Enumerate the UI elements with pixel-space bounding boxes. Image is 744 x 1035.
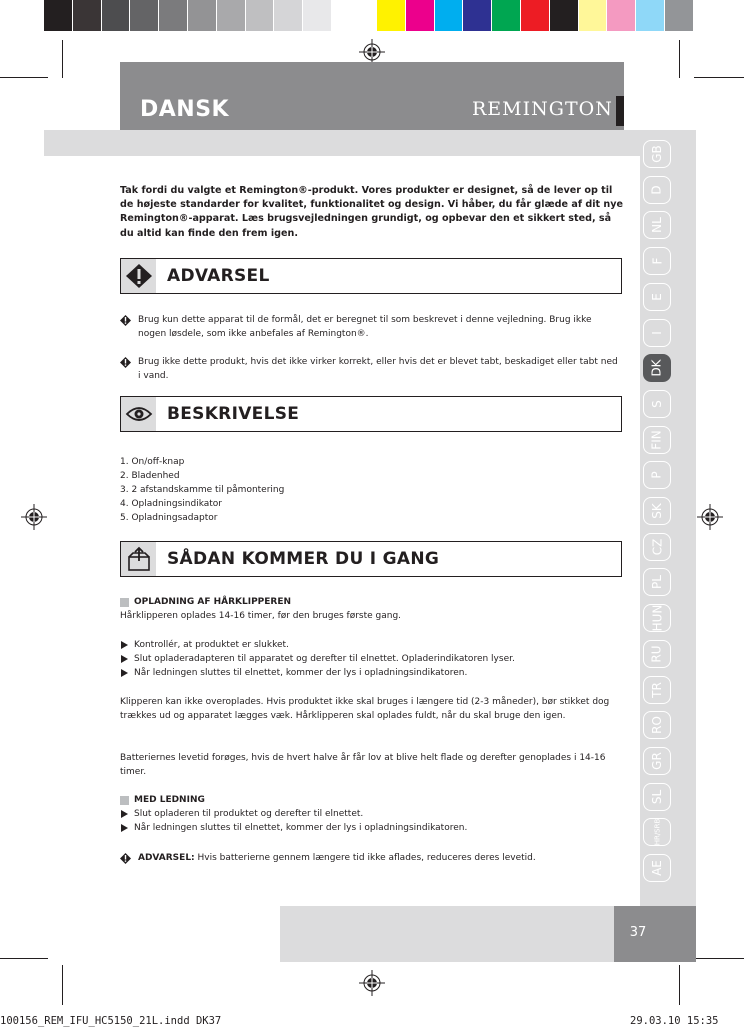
gray-swatch bbox=[332, 0, 361, 31]
language-tab-label: CZ bbox=[649, 538, 664, 555]
gray-swatch bbox=[303, 0, 332, 31]
language-tab-label: S bbox=[650, 400, 664, 408]
crop-mark bbox=[679, 965, 680, 1005]
language-tab-hun[interactable] bbox=[643, 604, 671, 632]
header-strip bbox=[44, 130, 696, 156]
warning-title: ADVARSEL bbox=[167, 266, 270, 286]
charging-step bbox=[120, 666, 622, 680]
color-swatch bbox=[550, 0, 579, 31]
gray-swatch bbox=[130, 0, 159, 31]
language-tab-hr-srb[interactable] bbox=[643, 818, 671, 846]
footer-file-info: 100156_REM_IFU_HC5150_21L.indd DK37 bbox=[0, 1015, 222, 1027]
getting-started-title: SÅDAN KOMMER DU I GANG bbox=[167, 549, 440, 569]
description-item: 3. 2 afstandskamme til påmontering bbox=[120, 485, 285, 495]
color-swatch bbox=[463, 0, 492, 31]
square-bullet-icon bbox=[120, 796, 129, 805]
gray-swatch bbox=[102, 0, 131, 31]
footer-band bbox=[280, 906, 640, 962]
language-tab-label: DK bbox=[649, 359, 664, 377]
crop-mark bbox=[679, 40, 680, 78]
description-section-header bbox=[120, 396, 622, 432]
language-tab-f[interactable] bbox=[643, 247, 671, 275]
description-item: 1. On/off-knap bbox=[120, 457, 185, 467]
crop-mark bbox=[0, 77, 48, 78]
language-tab-p[interactable] bbox=[643, 461, 671, 489]
language-tab-gr[interactable] bbox=[643, 747, 671, 775]
registration-mark-icon bbox=[697, 504, 723, 530]
battery-warning-text: Hvis batterierne gennem længere tid ikke aflades, reduceres deres levetid. bbox=[197, 853, 536, 863]
language-tab-sk[interactable] bbox=[643, 497, 671, 525]
color-swatch bbox=[665, 0, 694, 31]
color-swatch bbox=[521, 0, 550, 31]
corded-heading-text: MED LEDNING bbox=[134, 795, 205, 805]
warning-diamond-icon bbox=[120, 357, 131, 368]
language-tab-label: PL bbox=[649, 575, 664, 590]
brand-bar bbox=[616, 96, 624, 126]
language-tab-label: RO bbox=[649, 716, 664, 735]
language-tab-label: SK bbox=[650, 503, 664, 519]
crop-mark bbox=[694, 77, 744, 78]
language-tab-cz[interactable] bbox=[643, 533, 671, 561]
language-tab-label: SL bbox=[650, 789, 664, 804]
corded-step-text: Slut opladeren til produktet og derefter til elnettet. bbox=[134, 809, 364, 819]
language-tab-label: I bbox=[649, 330, 664, 335]
registration-mark-icon bbox=[359, 970, 385, 996]
square-bullet-icon bbox=[120, 598, 129, 607]
language-tab-e[interactable] bbox=[643, 283, 671, 311]
language-tab-sl[interactable] bbox=[643, 783, 671, 811]
triangle-bullet-icon bbox=[121, 655, 128, 663]
language-tab-label: GR bbox=[649, 752, 664, 770]
gray-swatch bbox=[274, 0, 303, 31]
language-tab-d[interactable] bbox=[643, 176, 671, 204]
color-swatch bbox=[377, 0, 406, 31]
description-list bbox=[120, 455, 622, 525]
warning-item-text: Brug ikke dette produkt, hvis det ikke virker korrekt, eller hvis det er blevet tabt, beskadiget eller tabt ned i vand. bbox=[138, 357, 618, 381]
language-tab-fin[interactable] bbox=[643, 426, 671, 454]
language-tab-dk[interactable] bbox=[643, 354, 671, 382]
corded-step bbox=[120, 807, 622, 821]
language-tab-label: HR/SRB bbox=[653, 818, 662, 846]
page-number: 37 bbox=[629, 925, 647, 940]
crop-mark bbox=[694, 958, 744, 959]
language-tab-label: E bbox=[650, 293, 664, 301]
language-tab-ru[interactable] bbox=[643, 640, 671, 668]
language-tab-pl[interactable] bbox=[643, 568, 671, 596]
charging-step-text: Kontrollér, at produktet er slukket. bbox=[134, 640, 289, 650]
corded-step-text: Når ledningen sluttes til elnettet, kommer der lys i opladningsindikatoren. bbox=[134, 823, 468, 833]
gray-swatch bbox=[217, 0, 246, 31]
gray-swatch bbox=[188, 0, 217, 31]
language-tab-label: F bbox=[650, 257, 664, 265]
description-item: 2. Bladenhed bbox=[120, 471, 180, 481]
box-icon bbox=[121, 542, 157, 576]
color-swatch bbox=[492, 0, 521, 31]
charging-step bbox=[120, 638, 622, 652]
eye-icon bbox=[121, 397, 157, 431]
triangle-bullet-icon bbox=[121, 669, 128, 677]
battery-paragraph: Batteriernes levetid forøges, hvis de hvert halve år får lov at blive helt flade og derefter genoplades i 14-16 timer. bbox=[120, 753, 606, 777]
registration-mark-icon bbox=[21, 504, 47, 530]
language-tab-label: P bbox=[650, 471, 664, 479]
page-header bbox=[120, 62, 624, 130]
language-tab-ae[interactable] bbox=[643, 854, 671, 882]
charging-step bbox=[120, 652, 622, 666]
language-tab-label: AE bbox=[649, 860, 664, 876]
calibration-bar-gray bbox=[44, 0, 361, 31]
corded-step bbox=[120, 821, 622, 835]
language-tab-label: HUN bbox=[650, 604, 665, 632]
charging-paragraph: Klipperen kan ikke overoplades. Hvis produktet ikke skal bruges i længere tid (2-3 måneder), bør stikket dog trækkes ud og apparatet lægges væk. Hårklipperen skal oplades fuldt, når du skal bruge den igen. bbox=[120, 697, 610, 721]
color-swatch bbox=[406, 0, 435, 31]
gray-swatch bbox=[159, 0, 188, 31]
brand-logo: REMINGTON bbox=[472, 98, 613, 120]
battery-warning bbox=[120, 851, 622, 865]
warning-item bbox=[120, 355, 622, 383]
crop-mark bbox=[62, 965, 63, 1005]
crop-mark bbox=[62, 40, 63, 78]
intro-section bbox=[120, 184, 624, 241]
warning-icon bbox=[121, 259, 157, 293]
language-tab-label: FIN bbox=[649, 429, 664, 450]
language-tab-label: GB bbox=[650, 145, 664, 163]
getting-started-section-header bbox=[120, 541, 622, 577]
calibration-bar-color bbox=[377, 0, 694, 31]
warning-item-text: Brug kun dette apparat til de formål, det er beregnet til som beskrevet i denne vejledning. Brug ikke nogen løsdele, som ikke anbefales af Remington®. bbox=[138, 315, 592, 339]
charging-heading-text: OPLADNING AF HÅRKLIPPEREN bbox=[134, 597, 292, 607]
charging-step-text: Når ledningen sluttes til elnettet, kommer der lys i opladningsindikatoren. bbox=[134, 668, 468, 678]
triangle-bullet-icon bbox=[121, 824, 128, 832]
language-tab-label: D bbox=[650, 185, 664, 195]
language-tab-ro[interactable] bbox=[643, 711, 671, 739]
language-tab-nl[interactable] bbox=[643, 211, 671, 239]
page-title: DANSK bbox=[140, 97, 230, 122]
warning-diamond-icon bbox=[120, 853, 131, 864]
triangle-bullet-icon bbox=[121, 641, 128, 649]
triangle-bullet-icon bbox=[121, 810, 128, 818]
language-tab-tr[interactable] bbox=[643, 676, 671, 704]
color-swatch bbox=[607, 0, 636, 31]
intro-text: Tak fordi du valgte et Remington®-produkt. Vores produkter er designet, så de lever op til de højeste standarder for kvalitet, funktionalitet og design. Vi håber, du får glæde af dit nye Remington®-apparat. Læs brugsvejledningen grundigt, og opbevar den et sikkert sted, så du altid kan finde den frem igen. bbox=[120, 185, 624, 239]
battery-warning-label: ADVARSEL: bbox=[138, 853, 195, 863]
description-item: 5. Opladningsadaptor bbox=[120, 513, 218, 523]
language-tab-gb[interactable] bbox=[643, 140, 671, 168]
color-swatch bbox=[435, 0, 464, 31]
footer-date: 29.03.10 15:35 bbox=[630, 1015, 719, 1027]
warning-diamond-icon bbox=[120, 315, 131, 326]
corded-heading bbox=[120, 793, 205, 807]
gray-swatch bbox=[44, 0, 73, 31]
language-tab-i[interactable] bbox=[643, 319, 671, 347]
charging-text: Hårklipperen oplades 14-16 timer, før den bruges første gang. bbox=[120, 611, 402, 621]
gray-swatch bbox=[246, 0, 275, 31]
language-tab-s[interactable] bbox=[643, 390, 671, 418]
charging-heading bbox=[120, 595, 291, 609]
charging-step-text: Slut opladeradapteren til apparatet og derefter til elnettet. Opladerindikatoren lyser. bbox=[134, 654, 515, 664]
language-tab-label: NL bbox=[649, 217, 664, 234]
warning-item bbox=[120, 313, 622, 341]
warning-section-header bbox=[120, 258, 622, 294]
color-swatch bbox=[579, 0, 608, 31]
gray-swatch bbox=[73, 0, 102, 31]
description-title: BESKRIVELSE bbox=[167, 404, 300, 424]
color-swatch bbox=[636, 0, 665, 31]
language-tab-label: RU bbox=[650, 645, 664, 663]
description-item: 4. Opladningsindikator bbox=[120, 499, 223, 509]
crop-mark bbox=[0, 958, 48, 959]
language-tab-label: TR bbox=[649, 681, 664, 698]
